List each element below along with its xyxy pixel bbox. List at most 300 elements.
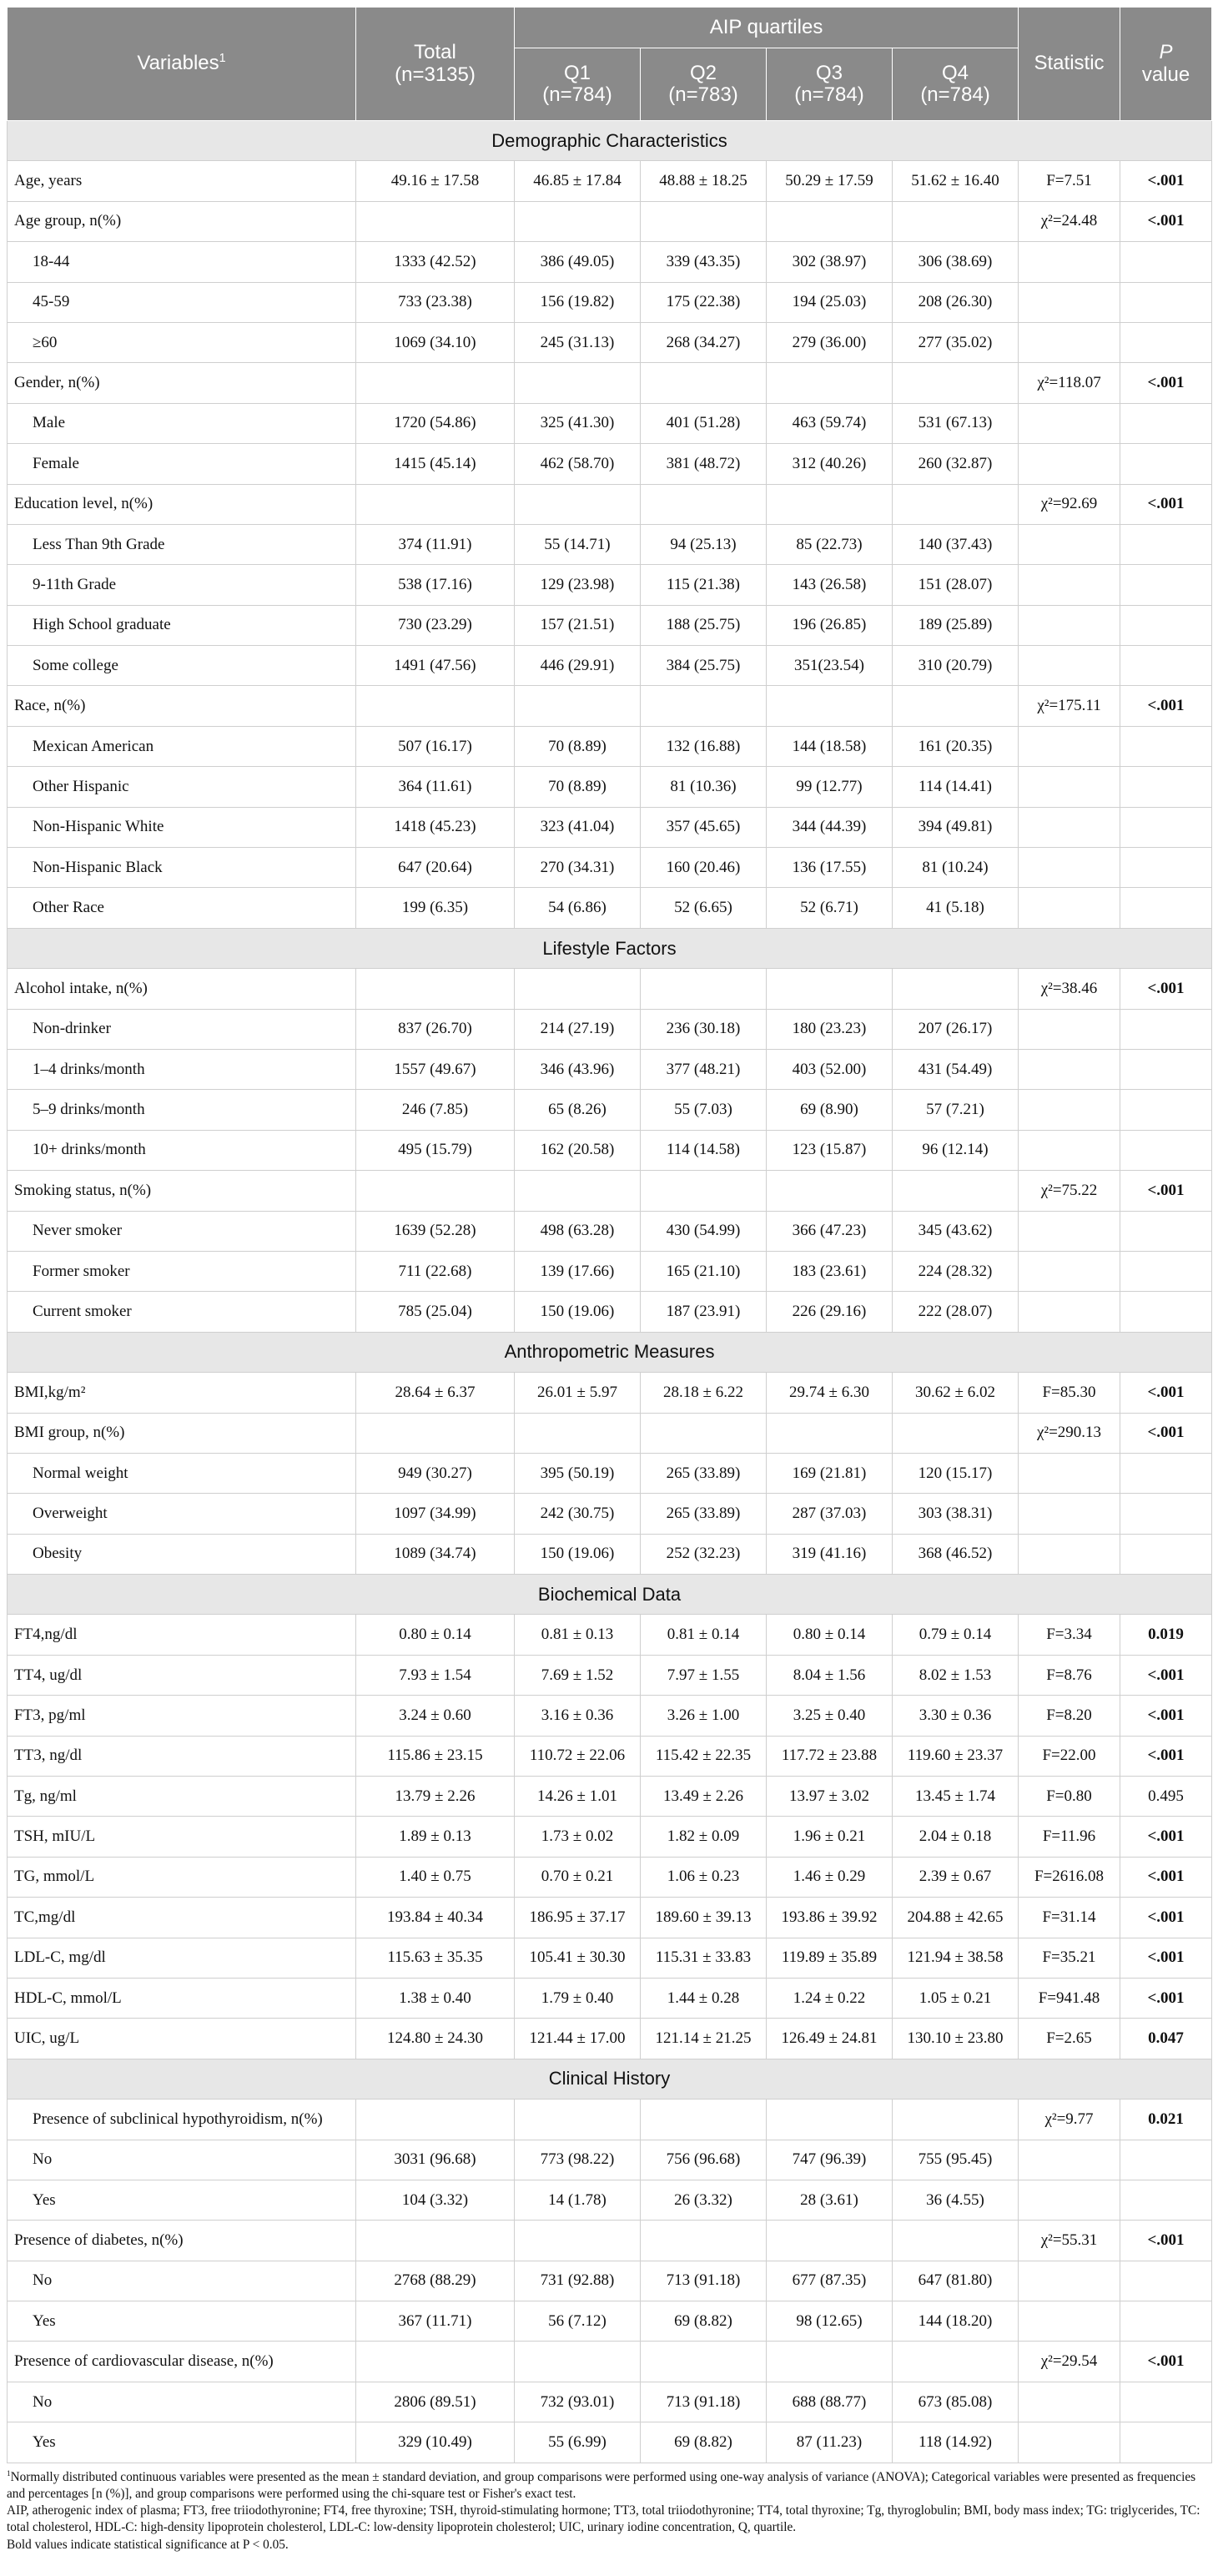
q3-cell: 688 (88.77) <box>767 2382 893 2422</box>
q3-cell: 1.96 ± 0.21 <box>767 1817 893 1857</box>
table-row <box>8 1453 1212 1493</box>
q1-cell: 156 (19.82) <box>515 282 641 322</box>
q4-cell: 303 (38.31) <box>893 1494 1019 1534</box>
q2-cell: 175 (22.38) <box>641 282 767 322</box>
q3-cell: 463 (59.74) <box>767 403 893 443</box>
q2-cell: 377 (48.21) <box>641 1049 767 1089</box>
statistic-cell <box>1019 282 1120 322</box>
q3-cell: 119.89 ± 35.89 <box>767 1938 893 1978</box>
statistic-cell <box>1019 565 1120 605</box>
p-value-cell <box>1120 807 1212 847</box>
p-value-cell: 0.495 <box>1120 1777 1212 1817</box>
p-value-cell: 0.019 <box>1120 1615 1212 1655</box>
total-cell <box>356 201 515 241</box>
q2-cell: 236 (30.18) <box>641 1009 767 1049</box>
variable-cell: Male <box>8 403 356 443</box>
statistic-cell: χ²=75.22 <box>1019 1171 1120 1211</box>
total-cell: 949 (30.27) <box>356 1453 515 1493</box>
q4-cell <box>893 2221 1019 2261</box>
q4-cell: 207 (26.17) <box>893 1009 1019 1049</box>
q2-cell: 189.60 ± 39.13 <box>641 1898 767 1938</box>
q4-cell: 151 (28.07) <box>893 565 1019 605</box>
p-value-cell <box>1120 2140 1212 2180</box>
q1-cell: 162 (20.58) <box>515 1130 641 1170</box>
total-cell: 1415 (45.14) <box>356 444 515 484</box>
p-value-cell <box>1120 565 1212 605</box>
p-value-cell <box>1120 726 1212 766</box>
q4-cell: 57 (7.21) <box>893 1090 1019 1130</box>
statistic-cell <box>1019 1534 1120 1574</box>
q1-cell <box>515 1413 641 1453</box>
table-row <box>8 2221 1212 2261</box>
statistic-cell: F=7.51 <box>1019 161 1120 201</box>
header-total-label: Total <box>414 41 456 64</box>
q3-cell: 747 (96.39) <box>767 2140 893 2180</box>
q1-cell: 129 (23.98) <box>515 565 641 605</box>
table-row <box>8 2140 1212 2180</box>
variable-cell: Age group, n(%) <box>8 201 356 241</box>
q4-cell <box>893 201 1019 241</box>
q2-cell: 401 (51.28) <box>641 403 767 443</box>
total-cell <box>356 686 515 726</box>
q3-cell: 344 (44.39) <box>767 807 893 847</box>
q2-cell: 1.06 ± 0.23 <box>641 1857 767 1897</box>
q2-cell: 381 (48.72) <box>641 444 767 484</box>
q1-cell: 731 (92.88) <box>515 2261 641 2301</box>
q1-cell: 1.79 ± 0.40 <box>515 1978 641 2018</box>
header-p-value <box>1120 8 1212 121</box>
variable-cell: HDL-C, mmol/L <box>8 1978 356 2018</box>
statistic-cell: F=2616.08 <box>1019 1857 1120 1897</box>
table-row <box>8 2301 1212 2342</box>
table-row <box>8 524 1212 564</box>
q1-cell: 386 (49.05) <box>515 242 641 282</box>
section-title: Clinical History <box>8 2059 1212 2099</box>
q1-cell: 56 (7.12) <box>515 2301 641 2342</box>
total-cell: 1333 (42.52) <box>356 242 515 282</box>
statistic-cell: χ²=38.46 <box>1019 969 1120 1009</box>
total-cell: 730 (23.29) <box>356 605 515 645</box>
p-value-cell: <.001 <box>1120 1978 1212 2018</box>
q4-cell: 120 (15.17) <box>893 1453 1019 1493</box>
statistic-cell: χ²=92.69 <box>1019 484 1120 524</box>
q4-cell: 81 (10.24) <box>893 848 1019 888</box>
total-cell: 711 (22.68) <box>356 1251 515 1291</box>
table-row <box>8 807 1212 847</box>
variable-cell: Current smoker <box>8 1292 356 1332</box>
table-row <box>8 201 1212 241</box>
q1-cell: 65 (8.26) <box>515 1090 641 1130</box>
p-value-cell: <.001 <box>1120 1898 1212 1938</box>
table-row <box>8 2342 1212 2382</box>
q4-cell: 130.10 ± 23.80 <box>893 2019 1019 2059</box>
p-value-cell <box>1120 1292 1212 1332</box>
footnote-1 <box>7 2468 1211 2503</box>
q3-cell: 180 (23.23) <box>767 1009 893 1049</box>
q3-cell: 143 (26.58) <box>767 565 893 605</box>
variable-cell: TT4, ug/dl <box>8 1655 356 1695</box>
q2-cell: 0.81 ± 0.14 <box>641 1615 767 1655</box>
total-cell: 1.38 ± 0.40 <box>356 1978 515 2018</box>
total-cell <box>356 2342 515 2382</box>
p-value-cell <box>1120 646 1212 686</box>
q2-cell: 121.14 ± 21.25 <box>641 2019 767 2059</box>
header-p-italic: P <box>1159 41 1173 64</box>
q1-cell: 395 (50.19) <box>515 1453 641 1493</box>
total-cell <box>356 363 515 403</box>
section-title: Demographic Characteristics <box>8 121 1212 161</box>
variable-cell: 18-44 <box>8 242 356 282</box>
header-q2-n: (n=783) <box>668 83 738 106</box>
q4-cell: 51.62 ± 16.40 <box>893 161 1019 201</box>
p-value-cell: <.001 <box>1120 969 1212 1009</box>
header-q3-label: Q3 <box>815 61 843 84</box>
q4-cell: 96 (12.14) <box>893 1130 1019 1170</box>
variable-cell: Yes <box>8 2301 356 2342</box>
q4-cell: 224 (28.32) <box>893 1251 1019 1291</box>
q2-cell: 3.26 ± 1.00 <box>641 1696 767 1736</box>
q2-cell: 13.49 ± 2.26 <box>641 1777 767 1817</box>
q2-cell: 430 (54.99) <box>641 1211 767 1251</box>
q2-cell: 252 (32.23) <box>641 1534 767 1574</box>
statistic-cell: F=8.76 <box>1019 1655 1120 1695</box>
variable-cell: Yes <box>8 2180 356 2220</box>
q3-cell <box>767 1413 893 1453</box>
q4-cell <box>893 484 1019 524</box>
variable-cell: FT4,ng/dl <box>8 1615 356 1655</box>
q4-cell: 673 (85.08) <box>893 2382 1019 2422</box>
q4-cell: 140 (37.43) <box>893 524 1019 564</box>
p-value-cell: <.001 <box>1120 686 1212 726</box>
q3-cell: 98 (12.65) <box>767 2301 893 2342</box>
q1-cell: 70 (8.89) <box>515 767 641 807</box>
q3-cell <box>767 363 893 403</box>
q1-cell: 55 (6.99) <box>515 2422 641 2463</box>
q4-cell: 161 (20.35) <box>893 726 1019 766</box>
variable-cell: 45-59 <box>8 282 356 322</box>
q4-cell: 2.39 ± 0.67 <box>893 1857 1019 1897</box>
statistic-cell: F=85.30 <box>1019 1373 1120 1413</box>
variable-cell: LDL-C, mg/dl <box>8 1938 356 1978</box>
section-title: Lifestyle Factors <box>8 928 1212 968</box>
statistic-cell: F=22.00 <box>1019 1736 1120 1776</box>
table-row <box>8 1049 1212 1089</box>
variable-cell: 10+ drinks/month <box>8 1130 356 1170</box>
table-row <box>8 1534 1212 1574</box>
statistic-cell <box>1019 726 1120 766</box>
variable-cell: Non-drinker <box>8 1009 356 1049</box>
q2-cell: 268 (34.27) <box>641 322 767 362</box>
total-cell: 1720 (54.86) <box>356 403 515 443</box>
q1-cell: 54 (6.86) <box>515 888 641 928</box>
variable-cell: Non-Hispanic White <box>8 807 356 847</box>
statistic-cell: F=35.21 <box>1019 1938 1120 1978</box>
p-value-cell: <.001 <box>1120 1171 1212 1211</box>
q4-cell: 8.02 ± 1.53 <box>893 1655 1019 1695</box>
variable-cell: Smoking status, n(%) <box>8 1171 356 1211</box>
statistic-cell: χ²=290.13 <box>1019 1413 1120 1453</box>
table-row <box>8 322 1212 362</box>
statistic-cell: F=2.65 <box>1019 2019 1120 2059</box>
p-value-cell <box>1120 1211 1212 1251</box>
table-row <box>8 1655 1212 1695</box>
q4-cell: 41 (5.18) <box>893 888 1019 928</box>
variable-cell: 1–4 drinks/month <box>8 1049 356 1089</box>
q2-cell: 115.31 ± 33.83 <box>641 1938 767 1978</box>
total-cell: 364 (11.61) <box>356 767 515 807</box>
q3-cell: 279 (36.00) <box>767 322 893 362</box>
q4-cell: 118 (14.92) <box>893 2422 1019 2463</box>
p-value-cell: <.001 <box>1120 2221 1212 2261</box>
q2-cell: 265 (33.89) <box>641 1453 767 1493</box>
q2-cell: 384 (25.75) <box>641 646 767 686</box>
q1-cell: 7.69 ± 1.52 <box>515 1655 641 1695</box>
q3-cell <box>767 2221 893 2261</box>
statistic-cell <box>1019 2382 1120 2422</box>
header-q2-label: Q2 <box>689 61 717 84</box>
variable-cell: Mexican American <box>8 726 356 766</box>
statistic-cell <box>1019 767 1120 807</box>
table-row <box>8 2100 1212 2140</box>
q2-cell <box>641 201 767 241</box>
table-row <box>8 848 1212 888</box>
statistic-cell <box>1019 646 1120 686</box>
section-header-row <box>8 928 1212 968</box>
p-value-cell: <.001 <box>1120 1696 1212 1736</box>
footnote-1-sup: 1 <box>7 2468 11 2478</box>
table-row <box>8 2180 1212 2220</box>
header-aip-quartiles: AIP quartiles <box>515 8 1019 48</box>
variable-cell: TG, mmol/L <box>8 1857 356 1897</box>
table-row <box>8 1130 1212 1170</box>
q3-cell: 3.25 ± 0.40 <box>767 1696 893 1736</box>
table-row <box>8 1009 1212 1049</box>
statistic-cell: χ²=175.11 <box>1019 686 1120 726</box>
q1-cell: 323 (41.04) <box>515 807 641 847</box>
p-value-cell: <.001 <box>1120 1736 1212 1776</box>
p-value-cell <box>1120 322 1212 362</box>
q3-cell: 50.29 ± 17.59 <box>767 161 893 201</box>
q2-cell: 69 (8.82) <box>641 2301 767 2342</box>
table-row <box>8 2422 1212 2463</box>
q1-cell: 110.72 ± 22.06 <box>515 1736 641 1776</box>
q4-cell: 222 (28.07) <box>893 1292 1019 1332</box>
q3-cell <box>767 1171 893 1211</box>
statistic-cell <box>1019 807 1120 847</box>
q2-cell: 165 (21.10) <box>641 1251 767 1291</box>
statistic-cell <box>1019 242 1120 282</box>
q1-cell: 139 (17.66) <box>515 1251 641 1291</box>
total-cell: 538 (17.16) <box>356 565 515 605</box>
q1-cell: 245 (31.13) <box>515 322 641 362</box>
total-cell: 115.63 ± 35.35 <box>356 1938 515 1978</box>
q3-cell <box>767 686 893 726</box>
table-row <box>8 767 1212 807</box>
q1-cell <box>515 201 641 241</box>
q1-cell: 732 (93.01) <box>515 2382 641 2422</box>
total-cell: 124.80 ± 24.30 <box>356 2019 515 2059</box>
total-cell: 3.24 ± 0.60 <box>356 1696 515 1736</box>
p-value-cell <box>1120 1009 1212 1049</box>
q3-cell: 677 (87.35) <box>767 2261 893 2301</box>
variable-cell: Obesity <box>8 1534 356 1574</box>
total-cell: 507 (16.17) <box>356 726 515 766</box>
q4-cell: 647 (81.80) <box>893 2261 1019 2301</box>
total-cell: 199 (6.35) <box>356 888 515 928</box>
variable-cell: ≥60 <box>8 322 356 362</box>
statistic-cell: χ²=24.48 <box>1019 201 1120 241</box>
statistic-cell <box>1019 1130 1120 1170</box>
table-row <box>8 2019 1212 2059</box>
q2-cell <box>641 2342 767 2382</box>
q3-cell: 403 (52.00) <box>767 1049 893 1089</box>
q3-cell: 99 (12.77) <box>767 767 893 807</box>
table-row <box>8 1494 1212 1534</box>
statistic-cell <box>1019 1494 1120 1534</box>
statistic-cell: χ²=9.77 <box>1019 2100 1120 2140</box>
q4-cell: 1.05 ± 0.21 <box>893 1978 1019 2018</box>
total-cell <box>356 2100 515 2140</box>
q2-cell <box>641 1413 767 1453</box>
variable-cell: 9-11th Grade <box>8 565 356 605</box>
q2-cell: 132 (16.88) <box>641 726 767 766</box>
table-row <box>8 363 1212 403</box>
table-row <box>8 1736 1212 1776</box>
q3-cell: 302 (38.97) <box>767 242 893 282</box>
statistic-cell <box>1019 1251 1120 1291</box>
p-value-cell <box>1120 444 1212 484</box>
table-row <box>8 1696 1212 1736</box>
header-q3-n: (n=784) <box>794 83 864 106</box>
table-row <box>8 1817 1212 1857</box>
variable-cell: High School graduate <box>8 605 356 645</box>
q1-cell: 214 (27.19) <box>515 1009 641 1049</box>
q1-cell <box>515 363 641 403</box>
section-title: Biochemical Data <box>8 1575 1212 1615</box>
total-cell: 1097 (34.99) <box>356 1494 515 1534</box>
total-cell: 13.79 ± 2.26 <box>356 1777 515 1817</box>
header-p-value-text: value <box>1141 63 1190 86</box>
table-row <box>8 1292 1212 1332</box>
statistic-cell <box>1019 2180 1120 2220</box>
total-cell: 193.84 ± 40.34 <box>356 1898 515 1938</box>
total-cell: 733 (23.38) <box>356 282 515 322</box>
total-cell: 115.86 ± 23.15 <box>356 1736 515 1776</box>
q2-cell: 114 (14.58) <box>641 1130 767 1170</box>
p-value-cell: <.001 <box>1120 161 1212 201</box>
q1-cell: 0.81 ± 0.13 <box>515 1615 641 1655</box>
q1-cell: 346 (43.96) <box>515 1049 641 1089</box>
q2-cell: 48.88 ± 18.25 <box>641 161 767 201</box>
section-title: Anthropometric Measures <box>8 1332 1212 1372</box>
q3-cell: 52 (6.71) <box>767 888 893 928</box>
variable-cell: Never smoker <box>8 1211 356 1251</box>
variable-cell: Gender, n(%) <box>8 363 356 403</box>
variable-cell: Less Than 9th Grade <box>8 524 356 564</box>
table-row <box>8 646 1212 686</box>
p-value-cell <box>1120 2180 1212 2220</box>
section-header-row <box>8 2059 1212 2099</box>
table-row <box>8 444 1212 484</box>
q2-cell: 55 (7.03) <box>641 1090 767 1130</box>
q3-cell: 226 (29.16) <box>767 1292 893 1332</box>
variable-cell: UIC, ug/L <box>8 2019 356 2059</box>
variable-cell: Age, years <box>8 161 356 201</box>
statistic-cell: χ²=29.54 <box>1019 2342 1120 2382</box>
statistic-cell <box>1019 605 1120 645</box>
q4-cell: 2.04 ± 0.18 <box>893 1817 1019 1857</box>
q3-cell: 312 (40.26) <box>767 444 893 484</box>
p-value-cell: <.001 <box>1120 484 1212 524</box>
total-cell: 837 (26.70) <box>356 1009 515 1049</box>
q2-cell: 357 (45.65) <box>641 807 767 847</box>
q2-cell: 52 (6.65) <box>641 888 767 928</box>
q3-cell: 117.72 ± 23.88 <box>767 1736 893 1776</box>
header-total-n: (n=3135) <box>395 63 476 86</box>
q1-cell: 55 (14.71) <box>515 524 641 564</box>
statistic-cell <box>1019 403 1120 443</box>
q4-cell: 755 (95.45) <box>893 2140 1019 2180</box>
statistic-cell <box>1019 1090 1120 1130</box>
table-row <box>8 1938 1212 1978</box>
q2-cell: 1.44 ± 0.28 <box>641 1978 767 2018</box>
q2-cell <box>641 363 767 403</box>
statistic-cell <box>1019 1453 1120 1493</box>
table-row <box>8 969 1212 1009</box>
p-value-cell <box>1120 2422 1212 2463</box>
variable-cell: TC,mg/dl <box>8 1898 356 1938</box>
header-total <box>356 8 515 121</box>
p-value-cell: <.001 <box>1120 363 1212 403</box>
statistic-cell: χ²=118.07 <box>1019 363 1120 403</box>
q4-cell: 310 (20.79) <box>893 646 1019 686</box>
statistic-cell <box>1019 2301 1120 2342</box>
table-footnotes <box>7 2468 1211 2553</box>
total-cell <box>356 1413 515 1453</box>
q3-cell <box>767 201 893 241</box>
q1-cell <box>515 2342 641 2382</box>
q3-cell <box>767 2342 893 2382</box>
table-row <box>8 1413 1212 1453</box>
q3-cell: 126.49 ± 24.81 <box>767 2019 893 2059</box>
q4-cell: 3.30 ± 0.36 <box>893 1696 1019 1736</box>
p-value-cell: 0.047 <box>1120 2019 1212 2059</box>
total-cell: 1.89 ± 0.13 <box>356 1817 515 1857</box>
q4-cell: 368 (46.52) <box>893 1534 1019 1574</box>
q4-cell: 306 (38.69) <box>893 242 1019 282</box>
q3-cell <box>767 2100 893 2140</box>
q2-cell <box>641 686 767 726</box>
total-cell <box>356 1171 515 1211</box>
variable-cell: TT3, ng/dl <box>8 1736 356 1776</box>
p-value-cell <box>1120 282 1212 322</box>
variable-cell: Presence of cardiovascular disease, n(%) <box>8 2342 356 2382</box>
table-row <box>8 1211 1212 1251</box>
q1-cell: 14.26 ± 1.01 <box>515 1777 641 1817</box>
q1-cell: 14 (1.78) <box>515 2180 641 2220</box>
q2-cell <box>641 1171 767 1211</box>
q3-cell: 196 (26.85) <box>767 605 893 645</box>
total-cell: 1418 (45.23) <box>356 807 515 847</box>
p-value-cell <box>1120 848 1212 888</box>
q1-cell: 157 (21.51) <box>515 605 641 645</box>
table-row <box>8 605 1212 645</box>
total-cell: 1069 (34.10) <box>356 322 515 362</box>
p-value-cell <box>1120 2382 1212 2422</box>
q1-cell: 26.01 ± 5.97 <box>515 1373 641 1413</box>
header-q4 <box>893 48 1019 121</box>
q1-cell: 3.16 ± 0.36 <box>515 1696 641 1736</box>
